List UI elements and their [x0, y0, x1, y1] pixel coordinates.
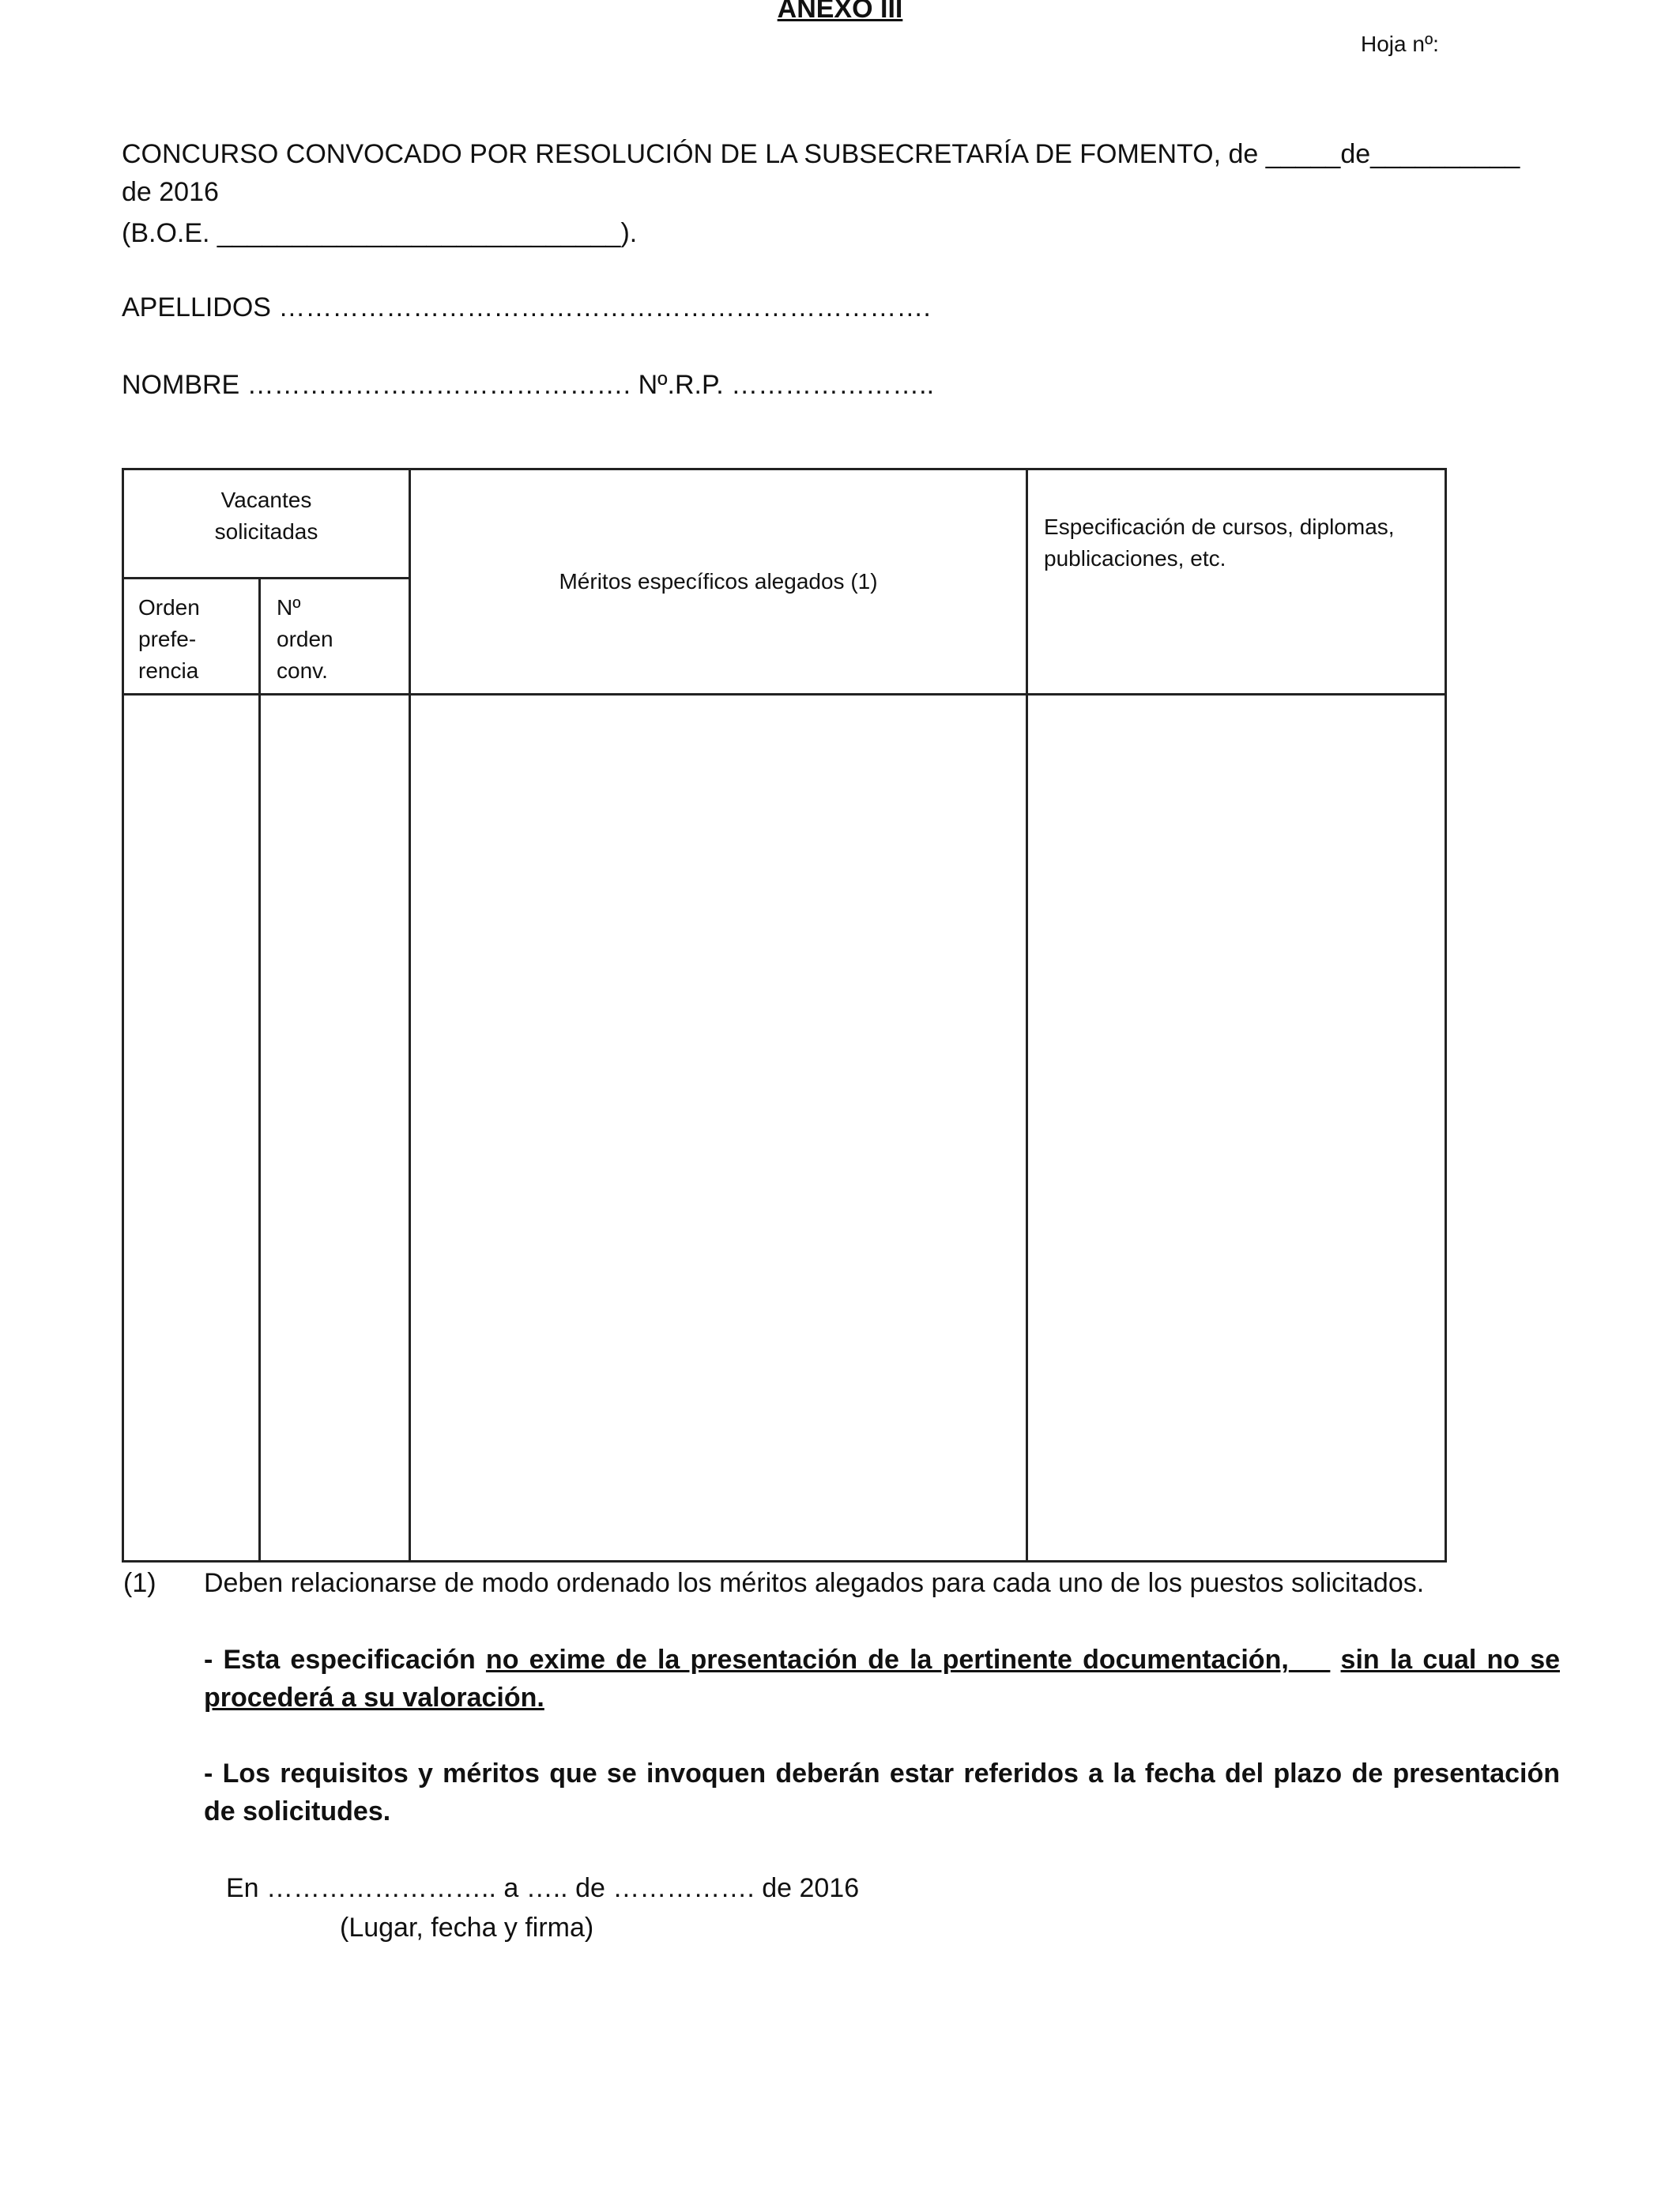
note-p1-b: no exime de la presentación de la pertinente documentación, — [485, 1645, 1289, 1675]
merits-table — [122, 468, 1447, 1563]
num-orden-label-1: Nº — [277, 595, 301, 620]
document-title: ANEXO III — [777, 0, 903, 24]
note-paragraph-1 — [204, 1641, 1560, 1717]
meritos-cell[interactable] — [410, 695, 1027, 1562]
convocatoria-line-3: (B.O.E. ___________________________). — [122, 218, 638, 248]
vacantes-label-2: solicitadas — [214, 519, 318, 544]
table-body-row — [123, 695, 1446, 1562]
note-paragraph-2: - Los requisitos y méritos que se invoquen deberán estar referidos a la fecha del plazo de presentación de solicitudes. — [204, 1759, 1560, 1826]
num-orden-label-3: conv. — [277, 658, 328, 683]
especificacion-label-2: publicaciones, etc. — [1044, 546, 1226, 571]
convocatoria-line-2: de 2016 — [122, 177, 219, 207]
note-p1-c: sin la cual no se procederá a su valoración. — [204, 1645, 1561, 1713]
orden-label-3: rencia — [138, 658, 199, 683]
orden-header — [123, 579, 260, 695]
num-orden-label-2: orden — [277, 627, 333, 651]
note-p1-gap — [1289, 1645, 1331, 1675]
surname-field: APELLIDOS ………………………………………………………………. — [122, 292, 931, 322]
sheet-number-label: Hoja nº: — [1361, 32, 1439, 56]
num-orden-header — [260, 579, 410, 695]
footnote-number: (1) — [123, 1568, 156, 1598]
meritos-label: Méritos específicos alegados (1) — [559, 569, 878, 594]
place-date-line: En …………………….. a ….. de ……………. de 2016 — [226, 1873, 860, 1903]
vacantes-label-1: Vacantes — [220, 488, 312, 512]
vacantes-header — [123, 469, 410, 579]
num-orden-cell[interactable] — [260, 695, 410, 1562]
orden-label-2: prefe- — [138, 627, 197, 651]
orden-label-1: Orden — [138, 595, 200, 620]
signature-caption: (Lugar, fecha y firma) — [340, 1913, 594, 1943]
name-field: NOMBRE ……………………………………. Nº.R.P. ………………….. — [122, 370, 935, 400]
convocatoria-line-1: CONCURSO CONVOCADO POR RESOLUCIÓN DE LA SUBSECRETARÍA DE FOMENTO, de _____de__________ — [122, 139, 1520, 169]
especificacion-cell[interactable] — [1027, 695, 1446, 1562]
footnote-text: Deben relacionarse de modo ordenado los méritos alegados para cada uno de los puestos solicitados. — [204, 1568, 1425, 1598]
note-p1-a: - Esta especificación — [204, 1645, 486, 1675]
especificacion-header — [1027, 469, 1446, 695]
meritos-header — [410, 469, 1027, 695]
table-header-row-1 — [123, 469, 1446, 579]
orden-cell[interactable] — [123, 695, 260, 1562]
especificacion-label-1: Especificación de cursos, diplomas, — [1044, 515, 1395, 539]
